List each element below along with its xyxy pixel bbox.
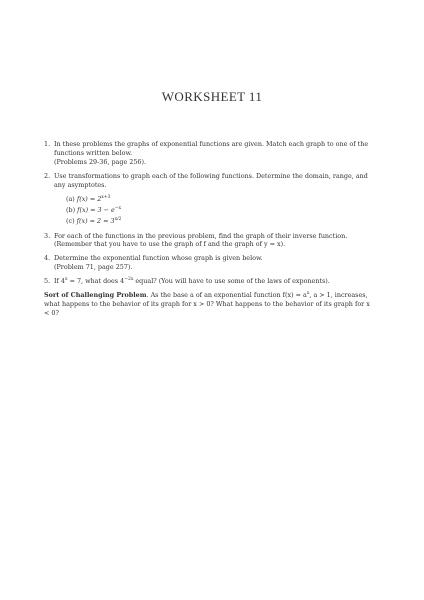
challenge-text-part: , a > 1, increases, what happens to the behavior of its graph for x > 0? What happens to the behavior of its graph for x < 0? (44, 291, 370, 317)
subpart-exponent: −x (114, 205, 122, 211)
subpart-formula: f(x) = 3 − e (77, 205, 115, 214)
problem-3 (44, 232, 374, 250)
subpart-exponent: x/2 (114, 216, 122, 222)
subpart-b (66, 205, 374, 216)
challenge-text-part: . As the base a of an exponential function f(x) = a (146, 291, 307, 300)
problem-number: 2. (44, 171, 51, 180)
problem-note: (Problem 71, page 257). (54, 263, 133, 272)
problem-number: 5. (44, 277, 51, 286)
problem-text: In these problems the graphs of exponential functions are given. Match each graph to one of the functions written below. (54, 140, 369, 157)
exponent: x (65, 277, 68, 283)
problem-number: 1. (44, 140, 51, 148)
challenge-problem (44, 291, 374, 318)
problem-number: 3. (44, 231, 51, 240)
challenge-heading: Sort of Challenging Problem (44, 291, 147, 300)
subpart-label: (a) (66, 194, 75, 203)
problem-5 (44, 277, 374, 286)
subparts (54, 194, 374, 227)
subpart-formula: f(x) = 2 = 3 (76, 216, 115, 225)
problem-text-part: = 7, what does 4 (67, 277, 125, 286)
subpart-formula: f(x) = 2 (76, 194, 102, 203)
subpart-label: (b) (66, 205, 76, 214)
page-title: WORKSHEET 11 (161, 89, 263, 104)
problem-text (54, 277, 374, 286)
problem-text-part: If 4 (54, 277, 65, 286)
exponent: x (306, 291, 310, 297)
problem-note: (Problems 29-36, page 256). (54, 157, 146, 166)
problem-2 (44, 172, 374, 227)
problem-4 (44, 254, 374, 272)
subpart-exponent: x+3 (101, 194, 111, 200)
subpart-c (66, 216, 374, 227)
subpart-label: (c) (66, 216, 75, 225)
problem-list (44, 140, 374, 318)
problem-text: For each of the functions in the previous problem, find the graph of their inverse function. (Remember that you have to use the graph of f and the graph of y = x). (54, 231, 348, 249)
problem-text: Use transformations to graph each of the following functions. Determine the domain, range, and any asymptotes. (54, 171, 368, 189)
subpart-a (66, 194, 374, 205)
exponent: −2x (124, 277, 134, 283)
problem-1 (44, 140, 374, 167)
problem-text-part: equal? (You will have to use some of the laws of exponents). (133, 277, 330, 286)
problem-text: Determine the exponential function whose graph is given below. (54, 254, 263, 263)
problem-number: 4. (44, 254, 51, 263)
